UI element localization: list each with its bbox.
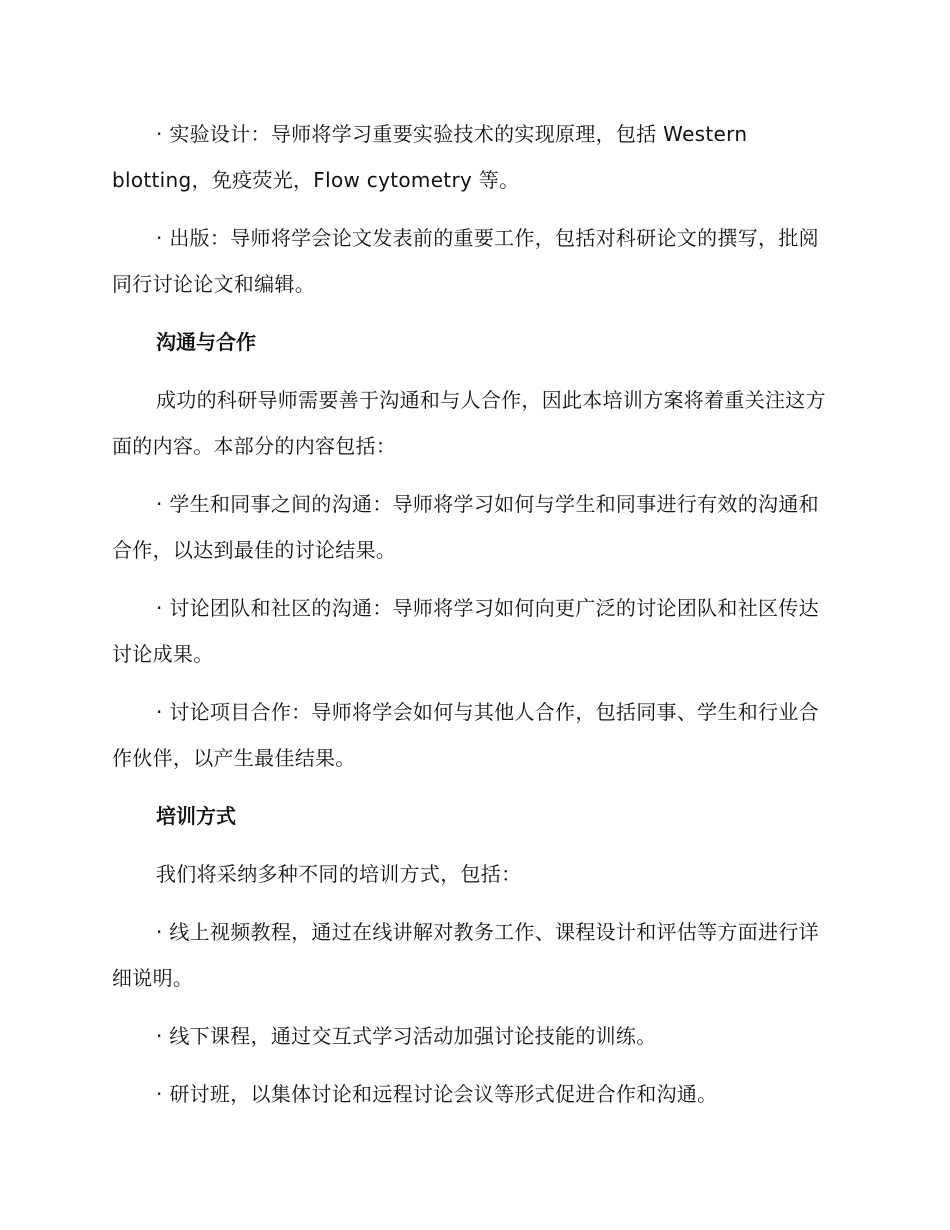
heading-communication: 沟通与合作: [156, 330, 256, 354]
bullet-publication: · 出版：导师将学会论文发表前的重要工作，包括对科研论文的撰写，批阅同行讨论论文和编辑。: [112, 226, 819, 296]
bullet-experiment-design: · 实验设计：导师将学习重要实验技术的实现原理，包括 Western blotting，免疫荧光，Flow cytometry 等。: [112, 122, 748, 192]
bullet-offline-course: · 线下课程，通过交互式学习活动加强讨论技能的训练。: [156, 1024, 657, 1048]
bullet-team-community-communication: · 讨论团队和社区的沟通：导师将学习如何向更广泛的讨论团队和社区传达讨论成果。: [112, 596, 819, 666]
para-communication-intro: 成功的科研导师需要善于沟通和与人合作，因此本培训方案将着重关注这方面的内容。本部分的内容包括：: [112, 388, 826, 458]
bullet-online-video: · 线上视频教程，通过在线讲解对教务工作、课程设计和评估等方面进行详细说明。: [112, 920, 819, 990]
heading-training-methods: 培训方式: [156, 804, 236, 828]
para-training-intro: 我们将采纳多种不同的培训方式，包括：: [156, 862, 522, 886]
bullet-project-collaboration: · 讨论项目合作：导师将学会如何与其他人合作，包括同事、学生和行业合作伙伴，以产生最佳结果。: [112, 700, 819, 770]
bullet-seminar: · 研讨班，以集体讨论和远程讨论会议等形式促进合作和沟通。: [156, 1082, 718, 1106]
bullet-student-colleague-communication: · 学生和同事之间的沟通：导师将学习如何与学生和同事进行有效的沟通和合作，以达到最佳的讨论结果。: [112, 492, 819, 562]
document-page: [112, 111, 832, 1117]
